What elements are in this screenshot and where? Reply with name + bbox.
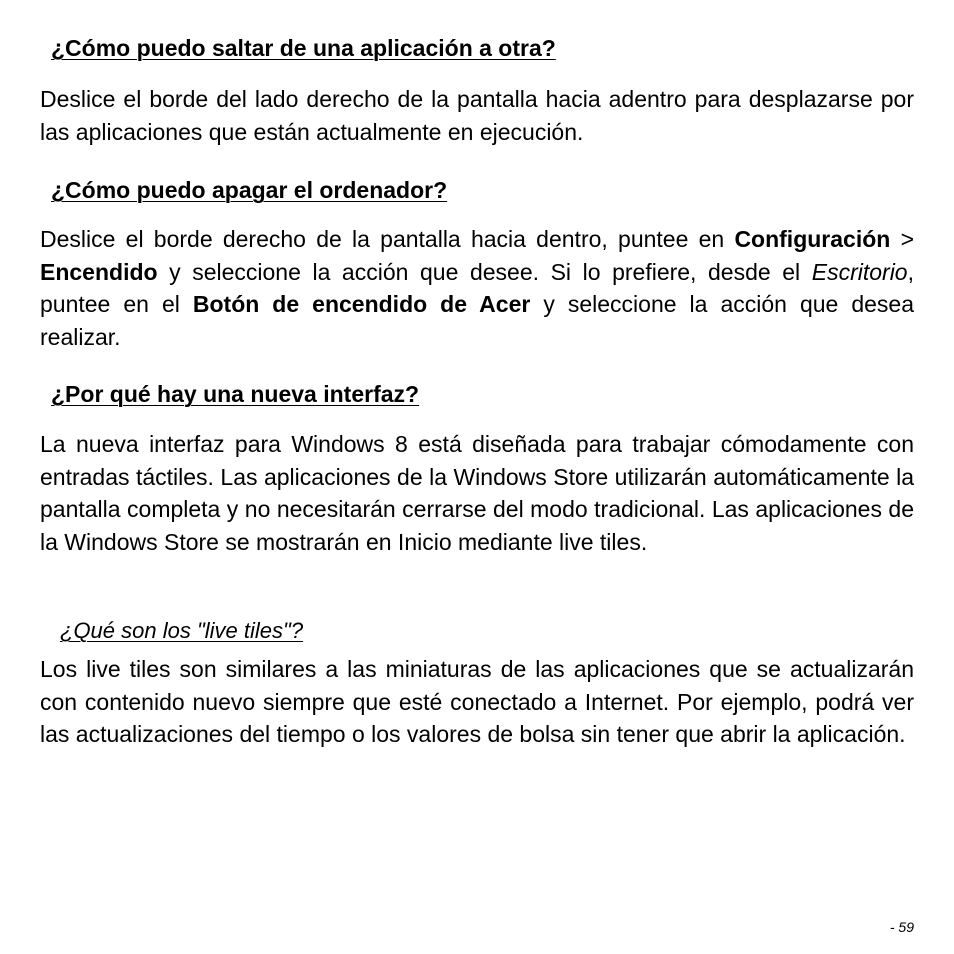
bold-term-encendido: Encendido <box>40 258 158 285</box>
bold-term-boton-encendido: Botón de encendido de Acer <box>192 291 531 317</box>
body-text: Deslice el borde derecho de la pantalla hacia dentro, puntee en <box>40 226 735 252</box>
body-text: y seleccione la acción que desee. Si lo prefiere, desde el <box>157 258 812 285</box>
section-body-shutdown <box>40 223 914 353</box>
bold-term-configuracion: Configuración <box>734 226 891 252</box>
section-body-switch-apps: Deslice el borde del lado derecho de la pantalla hacia adentro para desplazarse por las aplicaciones que están actualmente en ejecución. <box>40 86 914 145</box>
section-heading-shutdown: ¿Cómo puedo apagar el ordenador? <box>51 177 448 203</box>
body-text: > <box>890 226 914 252</box>
section-heading-live-tiles: ¿Qué son los "live tiles"? <box>60 618 304 643</box>
italic-term-escritorio: Escritorio <box>811 258 908 285</box>
body-text: y seleccione la acción que desea realizar. <box>40 291 914 350</box>
body-text: , puntee en el <box>40 258 914 317</box>
section-heading-switch-apps: ¿Cómo puedo saltar de una aplicación a otra? <box>51 35 556 61</box>
section-body-live-tiles: Los live tiles son similares a las miniaturas de las aplicaciones que se actualizarán con contenido nuevo siempre que esté conectado a Internet. Por ejemplo, podrá ver las actualizaciones del tiempo o los valores de bolsa sin tener que abrir la aplicación. <box>40 656 914 747</box>
section-heading-new-interface: ¿Por qué hay una nueva interfaz? <box>51 381 420 407</box>
section-body-new-interface: La nueva interfaz para Windows 8 está diseñada para trabajar cómodamente con entradas táctiles. Las aplicaciones de la Windows Store utilizarán automáticamente la pantalla completa y no necesitarán cerrarse del modo tradicional. Las aplicaciones de la Windows Store se mostrarán en Inicio mediante live tiles. <box>40 431 914 555</box>
page-number: - 59 <box>889 919 914 935</box>
